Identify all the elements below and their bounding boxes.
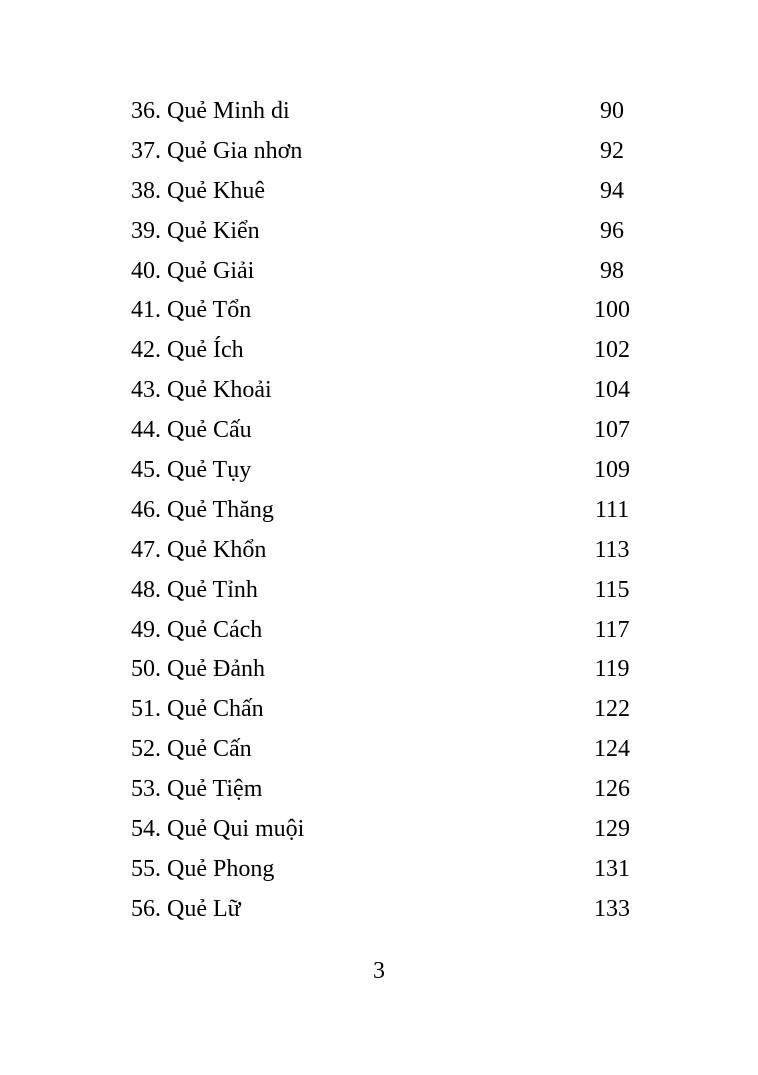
- toc-entry-page: 107: [594, 417, 630, 444]
- toc-entry-page: 129: [594, 816, 630, 843]
- toc-entry-title: 53. Quẻ Tiệm: [131, 776, 263, 803]
- toc-entry-title: 38. Quẻ Khuê: [131, 177, 265, 204]
- toc-entry-51: [131, 690, 641, 730]
- toc-entry-title: 50. Quẻ Đảnh: [131, 656, 265, 683]
- toc-entry-page: 104: [594, 377, 630, 404]
- table-of-contents: [131, 92, 641, 930]
- toc-entry-page: 131: [594, 855, 630, 882]
- toc-entry-page: 117: [594, 616, 630, 643]
- toc-entry-page: 111: [594, 496, 630, 523]
- toc-entry-42: [131, 331, 641, 371]
- page-number: 3: [373, 958, 385, 984]
- toc-entry-48: [131, 571, 641, 611]
- toc-entry-52: [131, 730, 641, 770]
- toc-entry-43: [131, 371, 641, 411]
- toc-entry-39: [131, 212, 641, 252]
- toc-entry-55: [131, 850, 641, 890]
- toc-entry-37: [131, 132, 641, 172]
- toc-entry-title: 45. Quẻ Tụy: [131, 457, 252, 484]
- toc-entry-page: 109: [594, 457, 630, 484]
- toc-entry-49: [131, 611, 641, 651]
- toc-entry-40: [131, 252, 641, 292]
- toc-entry-36: [131, 92, 641, 132]
- toc-entry-page: 96: [600, 217, 624, 244]
- toc-entry-title: 44. Quẻ Cấu: [131, 417, 252, 444]
- toc-entry-54: [131, 810, 641, 850]
- toc-entry-title: 47. Quẻ Khổn: [131, 536, 267, 563]
- toc-entry-page: 122: [594, 696, 630, 723]
- toc-entry-page: 126: [594, 776, 630, 803]
- toc-entry-title: 40. Quẻ Giải: [131, 257, 255, 284]
- toc-entry-title: 51. Quẻ Chấn: [131, 696, 264, 723]
- toc-entry-page: 119: [594, 656, 630, 683]
- toc-entry-page: 92: [600, 137, 624, 164]
- toc-entry-page: 124: [594, 736, 630, 763]
- toc-entry-title: 43. Quẻ Khoải: [131, 377, 272, 404]
- toc-entry-page: 102: [594, 337, 630, 364]
- toc-entry-44: [131, 411, 641, 451]
- toc-entry-title: 37. Quẻ Gia nhơn: [131, 137, 303, 164]
- toc-entry-title: 49. Quẻ Cách: [131, 616, 263, 643]
- toc-entry-46: [131, 491, 641, 531]
- toc-entry-title: 56. Quẻ Lữ: [131, 895, 241, 922]
- toc-entry-page: 98: [600, 257, 624, 284]
- toc-entry-title: 39. Quẻ Kiển: [131, 217, 260, 244]
- toc-entry-title: 48. Quẻ Tỉnh: [131, 576, 258, 603]
- toc-entry-56: [131, 890, 641, 930]
- toc-entry-page: 113: [594, 536, 630, 563]
- toc-entry-title: 54. Quẻ Qui muội: [131, 816, 305, 843]
- toc-entry-title: 41. Quẻ Tổn: [131, 297, 252, 324]
- toc-entry-title: 46. Quẻ Thăng: [131, 496, 274, 523]
- toc-entry-50: [131, 650, 641, 690]
- toc-entry-page: 90: [600, 98, 624, 124]
- toc-entry-page: 133: [594, 895, 630, 922]
- toc-entry-page: 100: [594, 297, 630, 324]
- toc-entry-53: [131, 770, 641, 810]
- toc-entry-title: 52. Quẻ Cấn: [131, 736, 252, 763]
- toc-entry-45: [131, 451, 641, 491]
- toc-entry-page: 115: [594, 576, 630, 603]
- toc-entry-title: 42. Quẻ Ích: [131, 337, 244, 364]
- toc-entry-page: 94: [600, 177, 624, 204]
- toc-entry-title: 55. Quẻ Phong: [131, 855, 275, 882]
- toc-entry-38: [131, 172, 641, 212]
- toc-entry-title: 36. Quẻ Minh di: [131, 98, 290, 124]
- toc-entry-47: [131, 531, 641, 571]
- toc-entry-41: [131, 291, 641, 331]
